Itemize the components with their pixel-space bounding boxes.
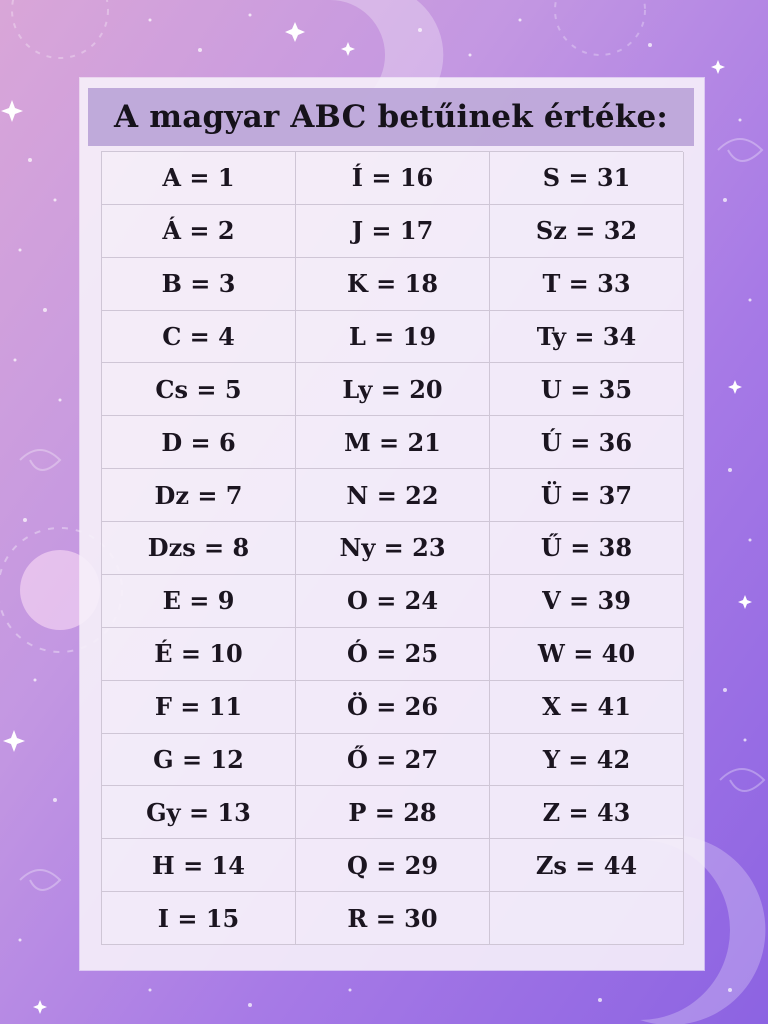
table-cell: K = 18 [296, 258, 490, 311]
table-cell: X = 41 [490, 681, 684, 734]
table-cell: J = 17 [296, 205, 490, 258]
table-cell: G = 12 [102, 734, 296, 787]
table-cell: A = 1 [102, 152, 296, 205]
table-cell: O = 24 [296, 575, 490, 628]
table-cell: M = 21 [296, 416, 490, 469]
table-cell: Ő = 27 [296, 734, 490, 787]
table-cell: W = 40 [490, 628, 684, 681]
table-cell: H = 14 [102, 839, 296, 892]
table-cell: Ty = 34 [490, 311, 684, 364]
table-cell: Á = 2 [102, 205, 296, 258]
table-cell: Z = 43 [490, 786, 684, 839]
table-cell: Zs = 44 [490, 839, 684, 892]
table-cell: V = 39 [490, 575, 684, 628]
table-cell: Í = 16 [296, 152, 490, 205]
table-cell: U = 35 [490, 363, 684, 416]
table-cell: Ny = 23 [296, 522, 490, 575]
table-cell: É = 10 [102, 628, 296, 681]
table-cell: I = 15 [102, 892, 296, 945]
table-cell: R = 30 [296, 892, 490, 945]
page-title: A magyar ABC betűinek értéke: [113, 99, 669, 135]
table-cell: N = 22 [296, 469, 490, 522]
title-banner [88, 88, 694, 146]
table-cell: C = 4 [102, 311, 296, 364]
alphabet-table [101, 151, 683, 945]
table-cell: Dz = 7 [102, 469, 296, 522]
table-cell: T = 33 [490, 258, 684, 311]
table-cell: Cs = 5 [102, 363, 296, 416]
table-cell: Dzs = 8 [102, 522, 296, 575]
table-cell: D = 6 [102, 416, 296, 469]
table-cell: Ó = 25 [296, 628, 490, 681]
table-cell: B = 3 [102, 258, 296, 311]
table-cell: Ö = 26 [296, 681, 490, 734]
table-cell: Q = 29 [296, 839, 490, 892]
table-cell: Y = 42 [490, 734, 684, 787]
table-cell: E = 9 [102, 575, 296, 628]
table-cell-empty [490, 892, 684, 945]
table-cell: Sz = 32 [490, 205, 684, 258]
table-cell: P = 28 [296, 786, 490, 839]
table-cell: Ü = 37 [490, 469, 684, 522]
table-cell: L = 19 [296, 311, 490, 364]
table-cell: S = 31 [490, 152, 684, 205]
table-cell: Ű = 38 [490, 522, 684, 575]
table-cell: F = 11 [102, 681, 296, 734]
sun-icon [12, 0, 108, 58]
sun-icon [555, 0, 645, 55]
table-cell: Gy = 13 [102, 786, 296, 839]
table-cell: Ú = 36 [490, 416, 684, 469]
table-cell: Ly = 20 [296, 363, 490, 416]
